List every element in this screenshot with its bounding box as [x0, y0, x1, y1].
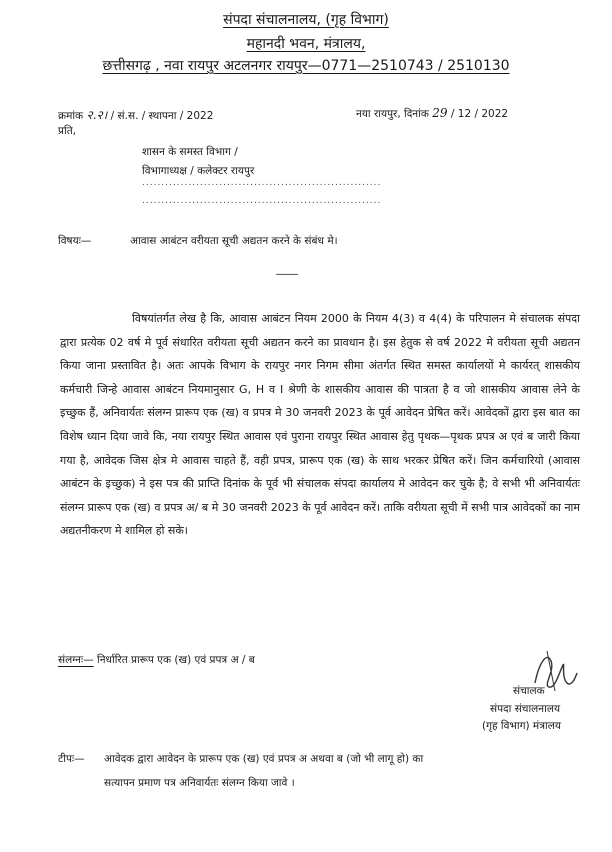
office-address: छत्तीसगढ़ , नवा रायपुर अटलनगर रायपुर—0771—2510743 / 2510130	[102, 58, 510, 74]
reference-handwritten-number: २.२।	[86, 108, 108, 122]
signatory-title: संचालक	[513, 685, 545, 697]
enclosure-label: संलग्नः—	[58, 654, 94, 666]
addressee-blank2: ..............................................................	[142, 196, 382, 206]
note-line2: सत्यापन प्रमाण पत्र अनिवार्यतः संलग्न किया जावे ।	[104, 777, 295, 789]
date-suffix: / 12 / 2022	[450, 108, 509, 120]
prati-label: प्रति,	[58, 125, 77, 137]
place-date-prefix: नया रायपुर, दिनांक	[356, 108, 429, 120]
addressee-blank1: ..............................................................	[142, 178, 382, 188]
signatory-department: (गृह विभाग) मंत्रालय	[482, 720, 561, 732]
subject-text: आवास आबंटन वरीयता सूची अद्यतन करने के संबंध मे।	[130, 235, 338, 247]
place-date	[356, 106, 508, 121]
office-name: संपदा संचालनालय, (गृह विभाग)	[223, 12, 389, 28]
enclosure	[58, 653, 255, 667]
enclosure-text: निर्धारित प्रारूप एक (ख) एवं प्रपत्र अ / ब	[96, 654, 255, 666]
office-building: महानदी भवन, मंत्रालय,	[246, 36, 366, 52]
reference-prefix: क्रमांक	[58, 110, 84, 122]
body-paragraph: विषयांतर्गत लेख है कि, आवास आबंटन नियम 2000 के नियम 4(3) व 4(4) के परिपालन मे संचालक संपदा द्वारा प्रत्येक 02 वर्ष मे पूर्व संधारित वरीयता सूची अद्यतन करने का प्रावधान है। इस हेतुक से वर्ष 2022 मे वरीयता सूची अद्यतन किया जाना प्रस्तावित है। अतः आपके विभाग के रायपुर नगर निगम सीमा अंतर्गत स्थित समस्त कार्यालयों मे कार्यरत् शासकीय कर्मचारी जिन्हे आवास आबंटन नियमानुसार G, H व I श्रेणी के शासकीय आवास की पात्रता है व जो शासकीय आवास लेने के इच्छुक हैं, अनिवार्यतः संलग्न प्रारूप एक (ख) व प्रपत्र मे 30 जनवरी 2023 के पूर्व आवेदन प्रेषित करें। आवेदकों द्वारा इस बात का विशेष ध्यान दिया जावे कि, नया रायपुर स्थित आवास एवं पुराना रायपुर स्थित आवास हेतु पृथक—पृथक प्रपत्र अ एवं ब जारी किया गया है, आवेदक जिस क्षेत्र मे आवास चाहते हैं, वही प्रपत्र, प्रारूप एक (ख) के साथ भरकर प्रेषित करें। जिन कर्मचारियो (आवास आबंटन के इच्छुक) ने इस पत्र की प्राप्ति दिनांक के पूर्व भी संचालक संपदा कार्यालय मे आवेदन कर चुके है; वे सभी भी अनिवार्यतः संलग्न प्रारूप एक (ख) व प्रपत्र अ/ ब मे 30 जनवरी 2023 के पूर्व आवेदन करें। ताकि वरीयता सूची में सभी पात्र आवेदकों का नाम अद्यतनीकरण मे शामिल हो सके।	[60, 312, 580, 538]
note-line1: आवेदक द्वारा आवेदन के प्रारूप एक (ख) एवं प्रपत्र अ अथवा ब (जो भी लागू हो) का	[104, 753, 424, 765]
separator: ____	[276, 262, 298, 275]
reference-suffix: / सं.स. / स्थापना / 2022	[110, 110, 214, 122]
subject-label: विषयः—	[58, 235, 92, 247]
addressee-line1: शासन के समस्त विभाग /	[142, 146, 238, 158]
signatory-office: संपदा संचालनालय	[490, 703, 561, 715]
date-handwritten: 29	[432, 106, 448, 120]
note-label: टीपः—	[58, 753, 85, 765]
addressee-line2: विभागाध्यक्ष / कलेक्टर रायपुर	[142, 165, 255, 177]
reference-number	[58, 106, 213, 123]
